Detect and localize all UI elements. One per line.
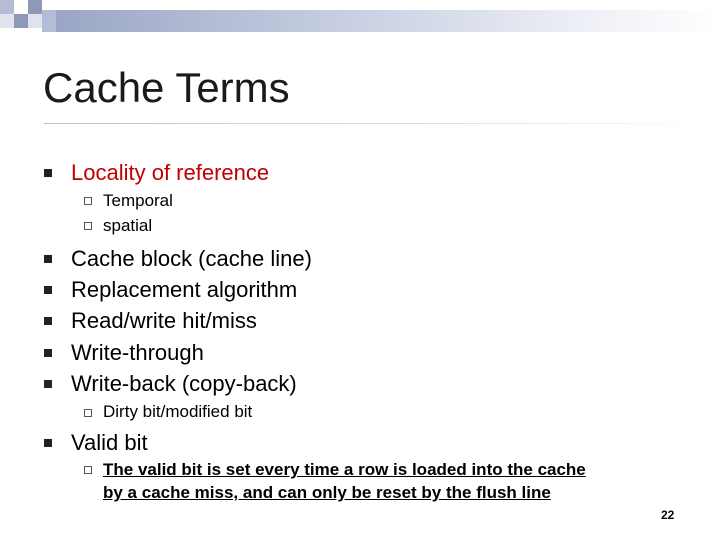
bullet-read-write-hit-miss: Read/write hit/miss bbox=[71, 308, 257, 333]
sub-bullet-hollow-icon bbox=[84, 222, 92, 230]
bullet-square-icon bbox=[44, 439, 52, 447]
bullet-square-icon bbox=[44, 169, 52, 177]
bullet-locality: Locality of reference bbox=[71, 160, 270, 185]
header-decoration-square-2 bbox=[14, 0, 28, 14]
bullet-cache-block: Cache block (cache line) bbox=[71, 246, 312, 271]
bullet-square-icon bbox=[44, 380, 52, 388]
title-underline bbox=[44, 123, 720, 124]
header-decoration-square-7 bbox=[42, 10, 56, 32]
bullet-square-icon bbox=[44, 286, 52, 294]
sub-bullet-hollow-icon bbox=[84, 466, 92, 474]
header-decoration-square-6 bbox=[0, 14, 14, 28]
header-decoration-square-1 bbox=[0, 0, 14, 14]
sub-bullet-valid-bit-line-2: by a cache miss, and can only be reset by the flush line bbox=[103, 483, 551, 502]
bullet-square-icon bbox=[44, 255, 52, 263]
header-decoration-square-4 bbox=[14, 14, 28, 28]
bullet-replacement-algorithm: Replacement algorithm bbox=[71, 277, 298, 302]
sub-bullet-spatial: spatial bbox=[103, 216, 153, 235]
sub-bullet-temporal: Temporal bbox=[103, 191, 173, 210]
page-number: 22 bbox=[661, 508, 675, 522]
header-decoration-square-3 bbox=[28, 0, 42, 14]
sub-bullet-valid-bit-line-1: The valid bit is set every time a row is loaded into the cache bbox=[103, 460, 586, 479]
bullet-write-back: Write-back (copy-back) bbox=[71, 371, 297, 396]
header-decoration-square-5 bbox=[28, 14, 42, 28]
header-gradient-bar bbox=[56, 10, 720, 32]
bullet-square-icon bbox=[44, 349, 52, 357]
slide-title: Cache Terms bbox=[43, 64, 290, 111]
bullet-square-icon bbox=[44, 317, 52, 325]
sub-bullet-hollow-icon bbox=[84, 197, 92, 205]
sub-bullet-hollow-icon bbox=[84, 409, 92, 417]
bullet-write-through: Write-through bbox=[71, 340, 204, 365]
bullet-valid-bit: Valid bit bbox=[71, 430, 148, 455]
sub-bullet-dirty-bit: Dirty bit/modified bit bbox=[103, 402, 253, 421]
